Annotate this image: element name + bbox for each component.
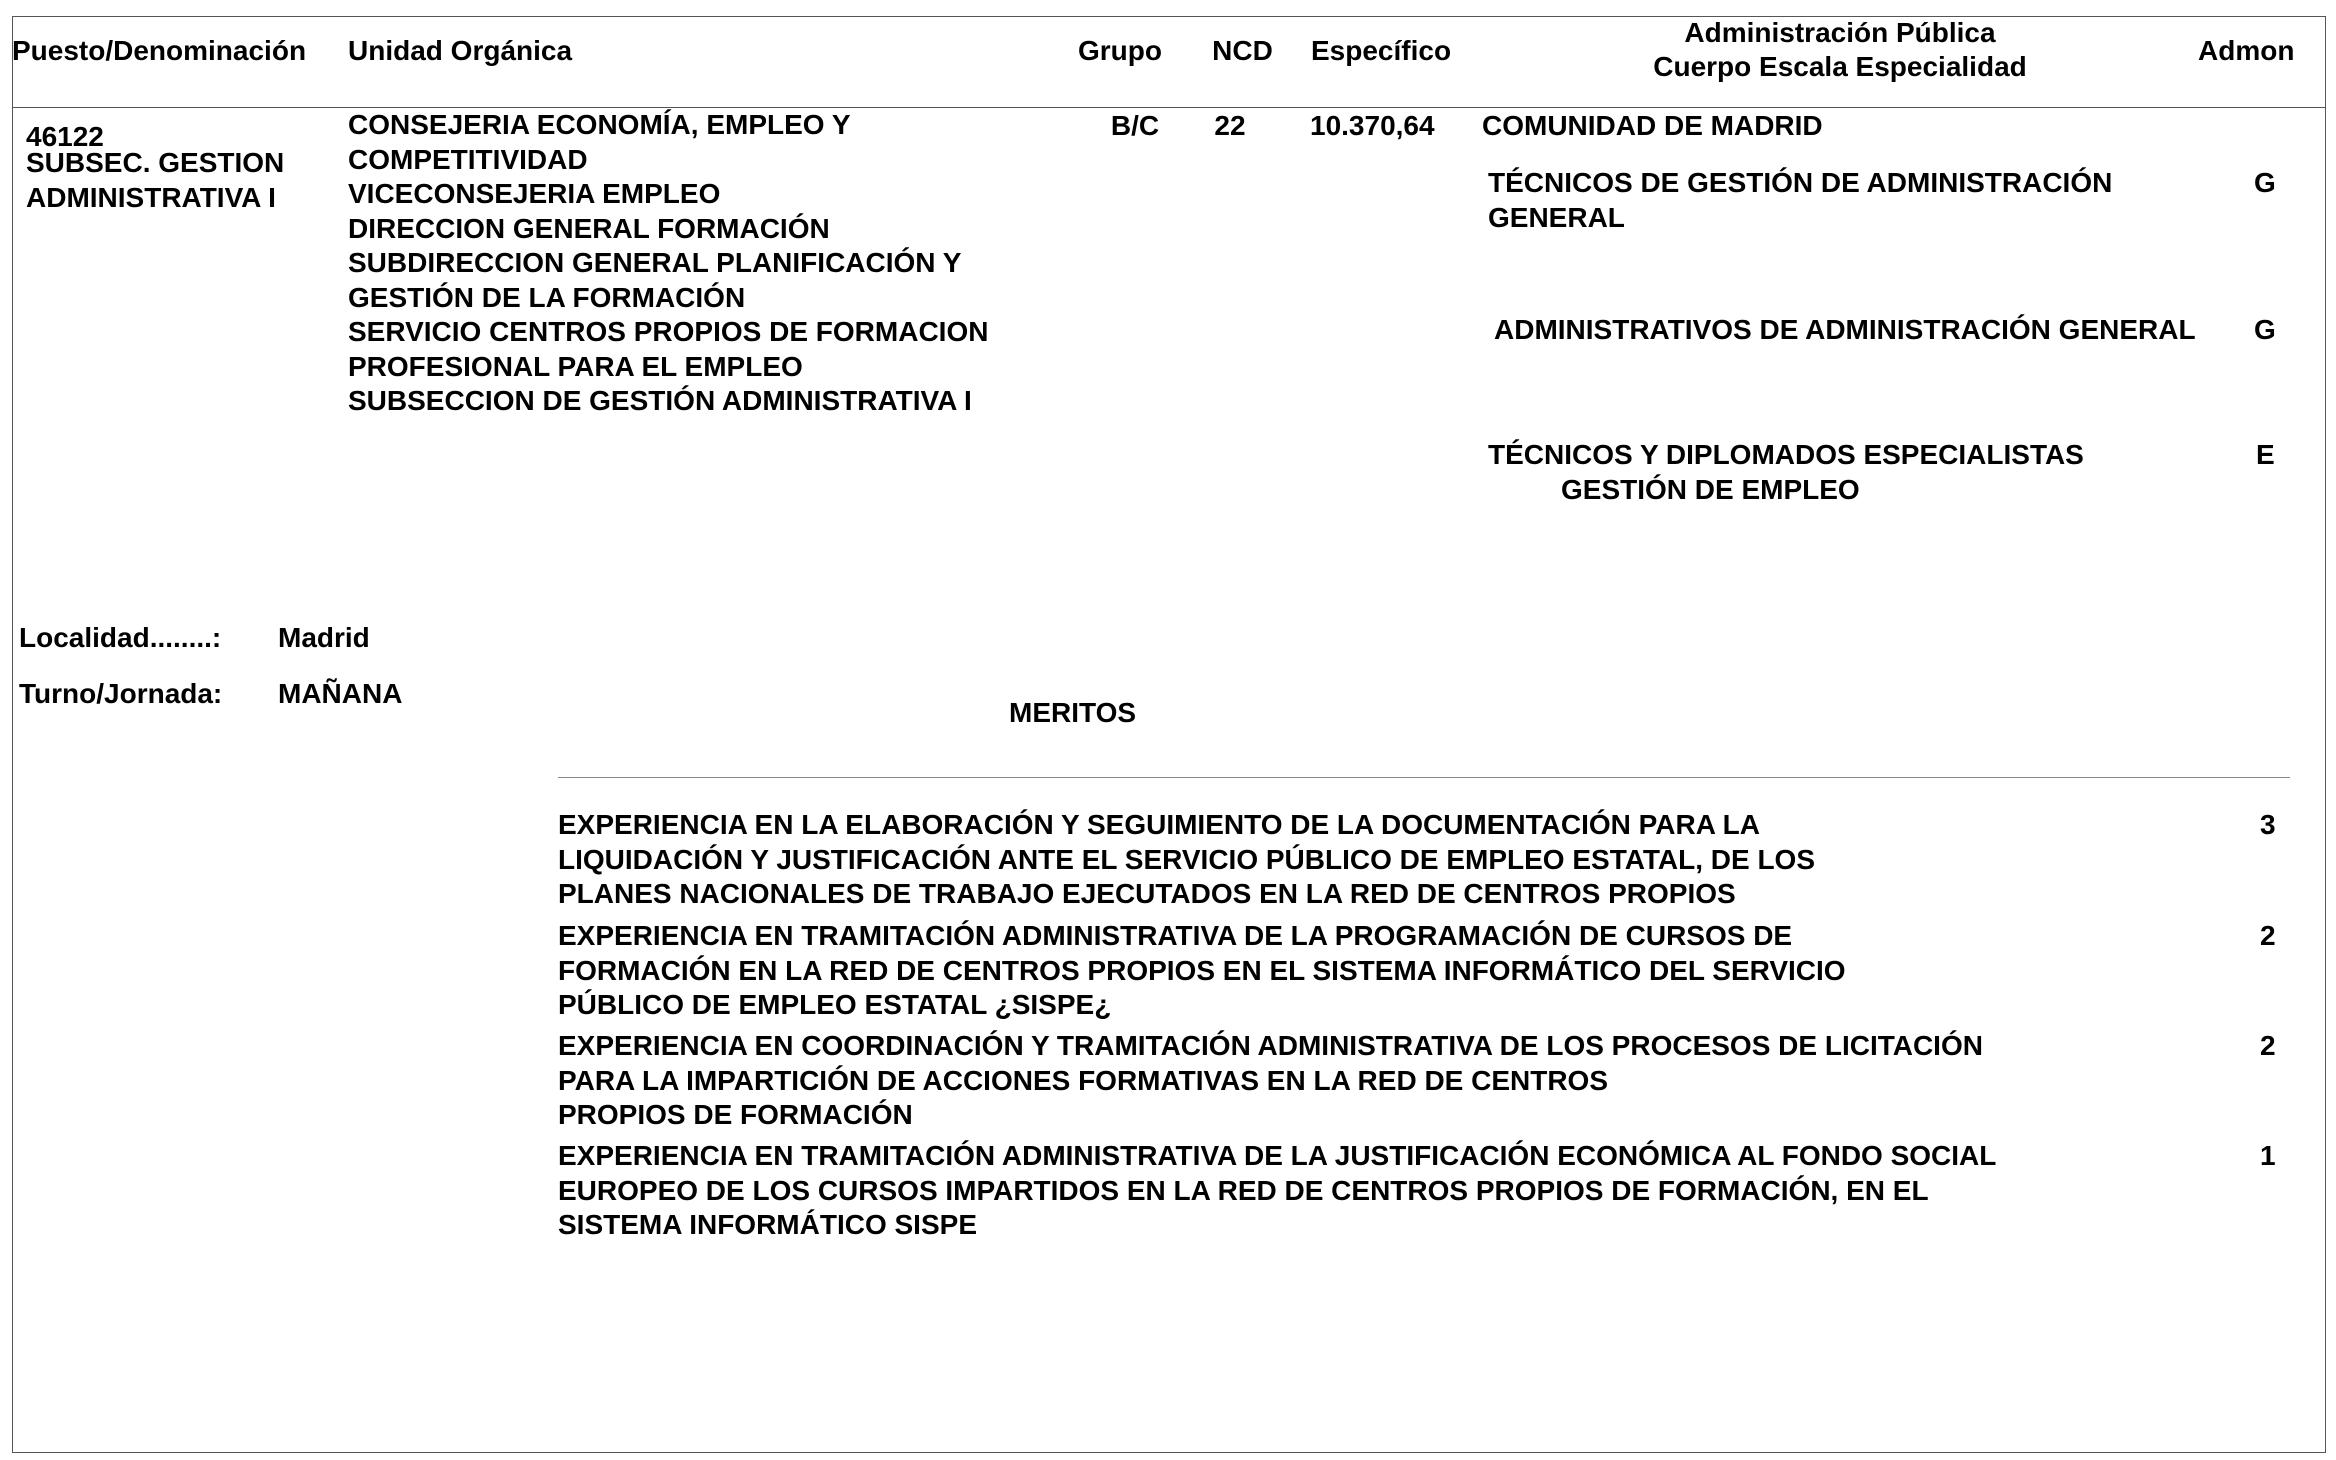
unidad-line: COMPETITIVIDAD [348,143,588,175]
header-grupo: Grupo [1078,35,1162,66]
merito-4 [558,1139,1996,1243]
cuerpo-3-admon: E [2256,439,2275,470]
header-unidad: Unidad Orgánica [348,35,573,66]
meritos-title: MERITOS [1009,697,1137,728]
puesto-denominacion-line: SUBSEC. GESTION [26,147,285,178]
localidad-value: Madrid [278,622,370,653]
turno-value: MAÑANA [278,678,403,709]
merito-2-points: 2 [2260,920,2276,951]
cuerpo-3 [1488,438,2084,507]
merito-1-points: 3 [2260,809,2276,840]
cuerpo-line: TÉCNICOS DE GESTIÓN DE ADMINISTRACIÓN [1488,167,2113,198]
unidad-line: SUBSECCION DE GESTIÓN ADMINISTRATIVA I [348,385,972,416]
unidad-line: SERVICIO CENTROS PROPIOS DE FORMACION [348,316,989,347]
merito-line: EUROPEO DE LOS CURSOS IMPARTIDOS EN LA RED DE CENTROS PROPIOS DE FORMACIÓN, EN EL [558,1174,1929,1206]
merito-3-points: 2 [2260,1030,2276,1061]
cuerpo-line: TÉCNICOS Y DIPLOMADOS ESPECIALISTAS [1488,439,2084,470]
cuerpo-1 [1488,166,2112,235]
unidad-line: GESTIÓN DE LA FORMACIÓN [348,281,746,313]
cuerpo-line: GENERAL [1488,201,1625,233]
merito-line: EXPERIENCIA EN LA ELABORACIÓN Y SEGUIMIENTO DE LA DOCUMENTACIÓN PARA LA [558,809,1761,840]
unidad-line: SUBDIRECCION GENERAL PLANIFICACIÓN Y [348,247,962,278]
turno-label: Turno/Jornada: [19,678,223,709]
localidad-label: Localidad........: [19,622,222,653]
cuerpo-2-admon: G [2254,314,2276,345]
header-cuerpo-escala: Cuerpo Escala Especialidad [1653,51,2027,82]
merito-line: SISTEMA INFORMÁTICO SISPE [558,1209,977,1240]
merito-line: EXPERIENCIA EN TRAMITACIÓN ADMINISTRATIVA DE LA PROGRAMACIÓN DE CURSOS DE [558,920,1793,951]
unidad-line: PROFESIONAL PARA EL EMPLEO [348,350,803,382]
cuerpo-line: ADMINISTRATIVOS DE ADMINISTRACIÓN GENERAL [1494,314,2196,345]
ncd-value: 22 [1214,110,1246,141]
administracion-value: COMUNIDAD DE MADRID [1482,110,1823,141]
merito-line: PLANES NACIONALES DE TRABAJO EJECUTADOS EN LA RED DE CENTROS PROPIOS [558,878,1736,909]
header-admon: Admon [2198,35,2295,66]
merito-4-points: 1 [2260,1140,2276,1171]
cuerpo-line: GESTIÓN DE EMPLEO [1561,473,1860,505]
puesto-codigo: 46122 [26,121,104,152]
merito-line: PARA LA IMPARTICIÓN DE ACCIONES FORMATIVAS EN LA RED DE CENTROS [558,1064,1609,1096]
merito-line: FORMACIÓN EN LA RED DE CENTROS PROPIOS EN EL SISTEMA INFORMÁTICO DEL SERVICIO [558,954,1846,986]
meritos-divider [558,777,2290,778]
merito-1 [558,808,1815,912]
cuerpo-1-admon: G [2254,167,2276,198]
merito-line: EXPERIENCIA EN COORDINACIÓN Y TRAMITACIÓN ADMINISTRATIVA DE LOS PROCESOS DE LICITACIÓN [558,1030,1983,1061]
unidad-line: CONSEJERIA ECONOMÍA, EMPLEO Y [348,109,851,140]
merito-3 [558,1029,1983,1133]
unidad-line: VICECONSEJERIA EMPLEO [348,178,721,209]
merito-2 [558,919,1846,1023]
merito-line: EXPERIENCIA EN TRAMITACIÓN ADMINISTRATIVA DE LA JUSTIFICACIÓN ECONÓMICA AL FONDO SOCIAL [558,1140,1997,1171]
puesto-denominacion-line: ADMINISTRATIVA I [26,181,276,213]
merito-line: LIQUIDACIÓN Y JUSTIFICACIÓN ANTE EL SERVICIO PÚBLICO DE EMPLEO ESTATAL, DE LOS [558,843,1816,875]
unidad-line: DIRECCION GENERAL FORMACIÓN [348,212,830,244]
grupo-value: B/C [1110,110,1160,141]
cuerpo-2 [1494,313,2196,348]
puesto-denominacion [26,146,284,215]
unidad-organica [348,108,988,419]
header-admin-publica: Administración Pública [1684,17,1996,48]
merito-line: PROPIOS DE FORMACIÓN [558,1099,913,1130]
header-especifico: Específico [1311,35,1452,66]
especifico-value: 10.370,64 [1310,110,1435,141]
header-ncd: NCD [1212,35,1273,66]
merito-line: PÚBLICO DE EMPLEO ESTATAL ¿SISPE¿ [558,989,1112,1020]
header-puesto: Puesto/Denominación [12,35,307,66]
